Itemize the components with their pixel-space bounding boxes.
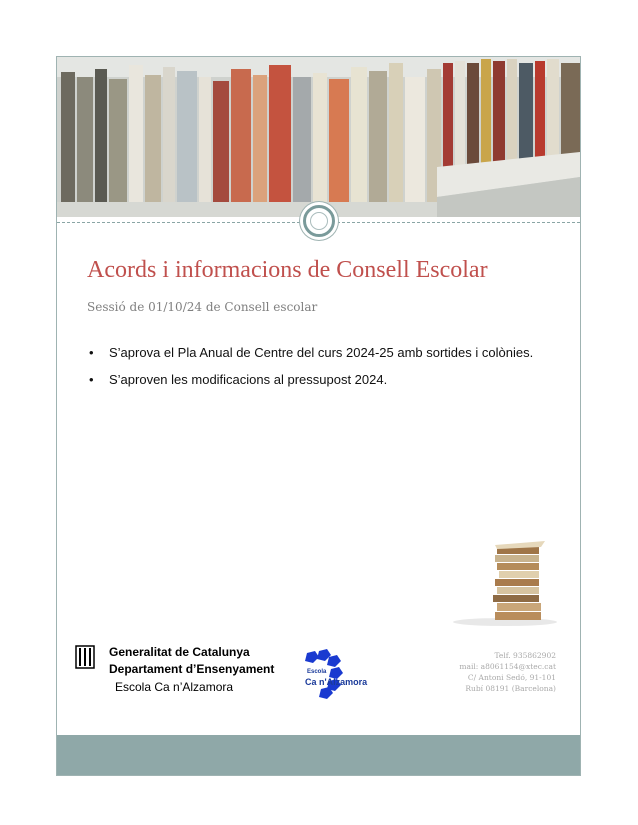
contact-block (459, 650, 556, 694)
contact-phone: Telf. 935862902 (494, 651, 556, 660)
book-stack-image (397, 527, 557, 627)
list-item: • S’aprova el Pla Anual de Centre del curs 2024-25 amb sortides i colònies. (89, 345, 533, 360)
ring-icon (303, 205, 335, 237)
bookshelf-photo (57, 57, 580, 217)
footer-band (57, 735, 580, 775)
gov-line-1: Generalitat de Catalunya (109, 645, 250, 659)
contact-email: mail: a8061154@xtec.cat (459, 662, 556, 671)
session-subtitle: Sessió de 01/10/24 de Consell escolar (87, 300, 318, 314)
list-item: • S’aproven les modificacions al pressupost 2024. (89, 372, 533, 387)
school-logo (301, 649, 371, 701)
page-title: Acords i informacions de Consell Escolar (87, 257, 488, 283)
contact-city: Rubí 08191 (Barcelona) (465, 684, 556, 693)
school-logo-name: Ca n'Alzamora (305, 677, 368, 687)
gov-line-3: Escola Ca n’Alzamora (115, 680, 234, 694)
school-logo-small: Escola (307, 669, 327, 675)
generalitat-emblem-icon (75, 645, 95, 669)
bookshelf-image (57, 57, 580, 217)
gov-line-2: Departament d’Ensenyament (109, 662, 275, 676)
contact-address: C/ Antoni Sedó, 91-101 (467, 673, 556, 682)
agreements-list (89, 345, 533, 399)
document-page (56, 56, 581, 776)
